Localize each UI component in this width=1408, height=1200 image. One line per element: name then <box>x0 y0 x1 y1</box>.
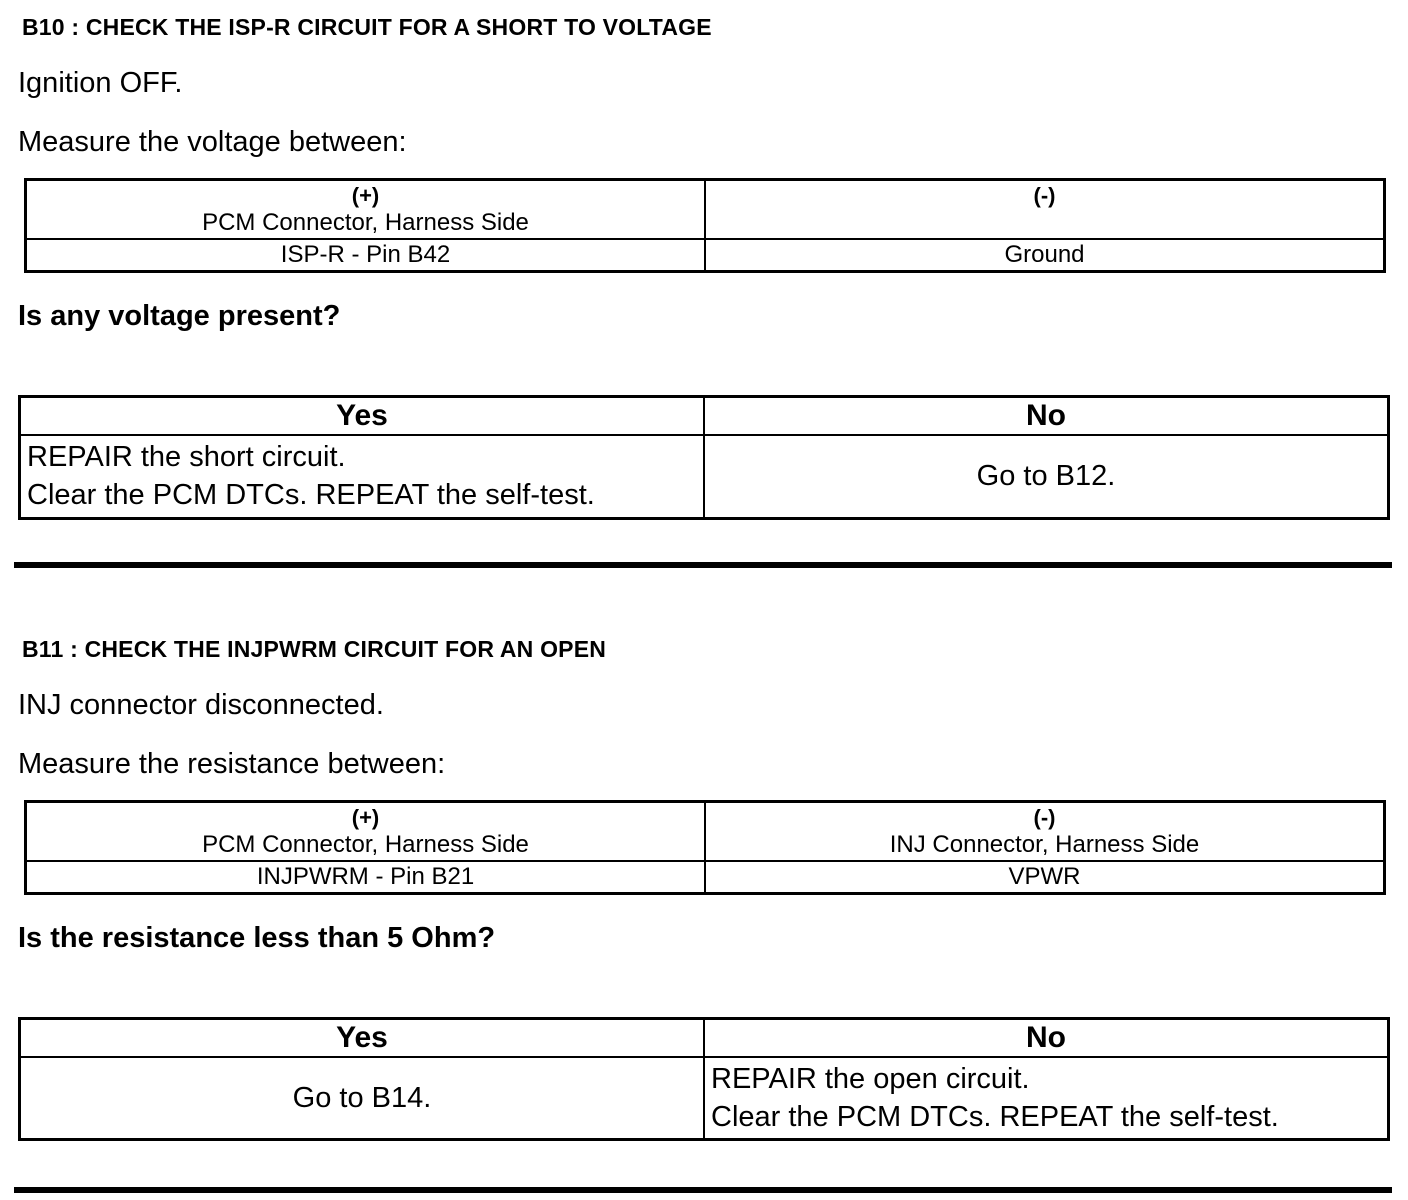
measure-header-positive <box>26 180 706 240</box>
no-action-cell <box>704 435 1389 518</box>
decision-table-b11 <box>18 1017 1390 1142</box>
action-line: REPAIR the short circuit. <box>27 441 346 474</box>
yes-action-cell <box>20 1057 705 1140</box>
step-text: Ignition OFF. <box>18 67 183 99</box>
yes-action-cell <box>20 435 705 518</box>
measure-value-negative: VPWR <box>705 861 1385 894</box>
yes-header: Yes <box>20 1018 705 1057</box>
step-text: INJ connector disconnected. <box>18 688 384 721</box>
measure-header-negative <box>705 180 1385 240</box>
step-text: Measure the resistance between: <box>18 747 446 780</box>
section-b11 <box>18 636 1390 1142</box>
action-line: REPAIR the open circuit. <box>711 1062 1030 1095</box>
polarity-sign: (+) <box>351 804 380 830</box>
connector-label: INJ Connector, Harness Side <box>889 830 1200 858</box>
polarity-sign: (+) <box>351 183 380 208</box>
action-line: Go to B14. <box>292 1081 432 1114</box>
table-row <box>20 1018 1389 1057</box>
diagnostic-question: Is any voltage present? <box>18 300 341 332</box>
measurement-table-b10 <box>24 178 1386 273</box>
section-b10 <box>18 14 1390 520</box>
polarity-sign: (-) <box>1033 804 1056 830</box>
table-row <box>20 435 1389 518</box>
section-divider <box>14 1187 1392 1193</box>
section-divider <box>14 562 1392 568</box>
polarity-sign: (-) <box>1033 183 1056 208</box>
table-row <box>26 861 1385 894</box>
measure-header-negative <box>705 801 1385 861</box>
measurement-table-b11 <box>24 800 1386 895</box>
table-row <box>26 801 1385 861</box>
table-row <box>20 1057 1389 1140</box>
section-heading-b11: B11 : CHECK THE INJPWRM CIRCUIT FOR AN OPEN <box>22 635 607 662</box>
diagnostic-question: Is the resistance less than 5 Ohm? <box>18 921 496 954</box>
table-row <box>26 180 1385 240</box>
connector-label: PCM Connector, Harness Side <box>202 830 529 858</box>
no-header: No <box>704 1018 1389 1057</box>
yes-header: Yes <box>20 397 705 436</box>
step-text: Measure the voltage between: <box>18 126 407 158</box>
measure-header-positive <box>26 801 706 861</box>
section-heading-b10: B10 : CHECK THE ISP-R CIRCUIT FOR A SHORT TO VOLTAGE <box>22 14 712 40</box>
action-line: Clear the PCM DTCs. REPEAT the self-test. <box>711 1100 1279 1133</box>
decision-table-b10 <box>18 395 1390 520</box>
measure-value-negative: Ground <box>705 239 1385 272</box>
table-row <box>26 239 1385 272</box>
no-action-cell <box>704 1057 1389 1140</box>
measure-value-positive: INJPWRM - Pin B21 <box>26 861 706 894</box>
connector-label: PCM Connector, Harness Side <box>202 209 529 236</box>
table-row <box>20 397 1389 436</box>
no-header: No <box>704 397 1389 436</box>
measure-value-positive: ISP-R - Pin B42 <box>26 239 706 272</box>
action-line: Clear the PCM DTCs. REPEAT the self-test. <box>27 479 595 512</box>
action-line: Go to B12. <box>976 460 1116 493</box>
